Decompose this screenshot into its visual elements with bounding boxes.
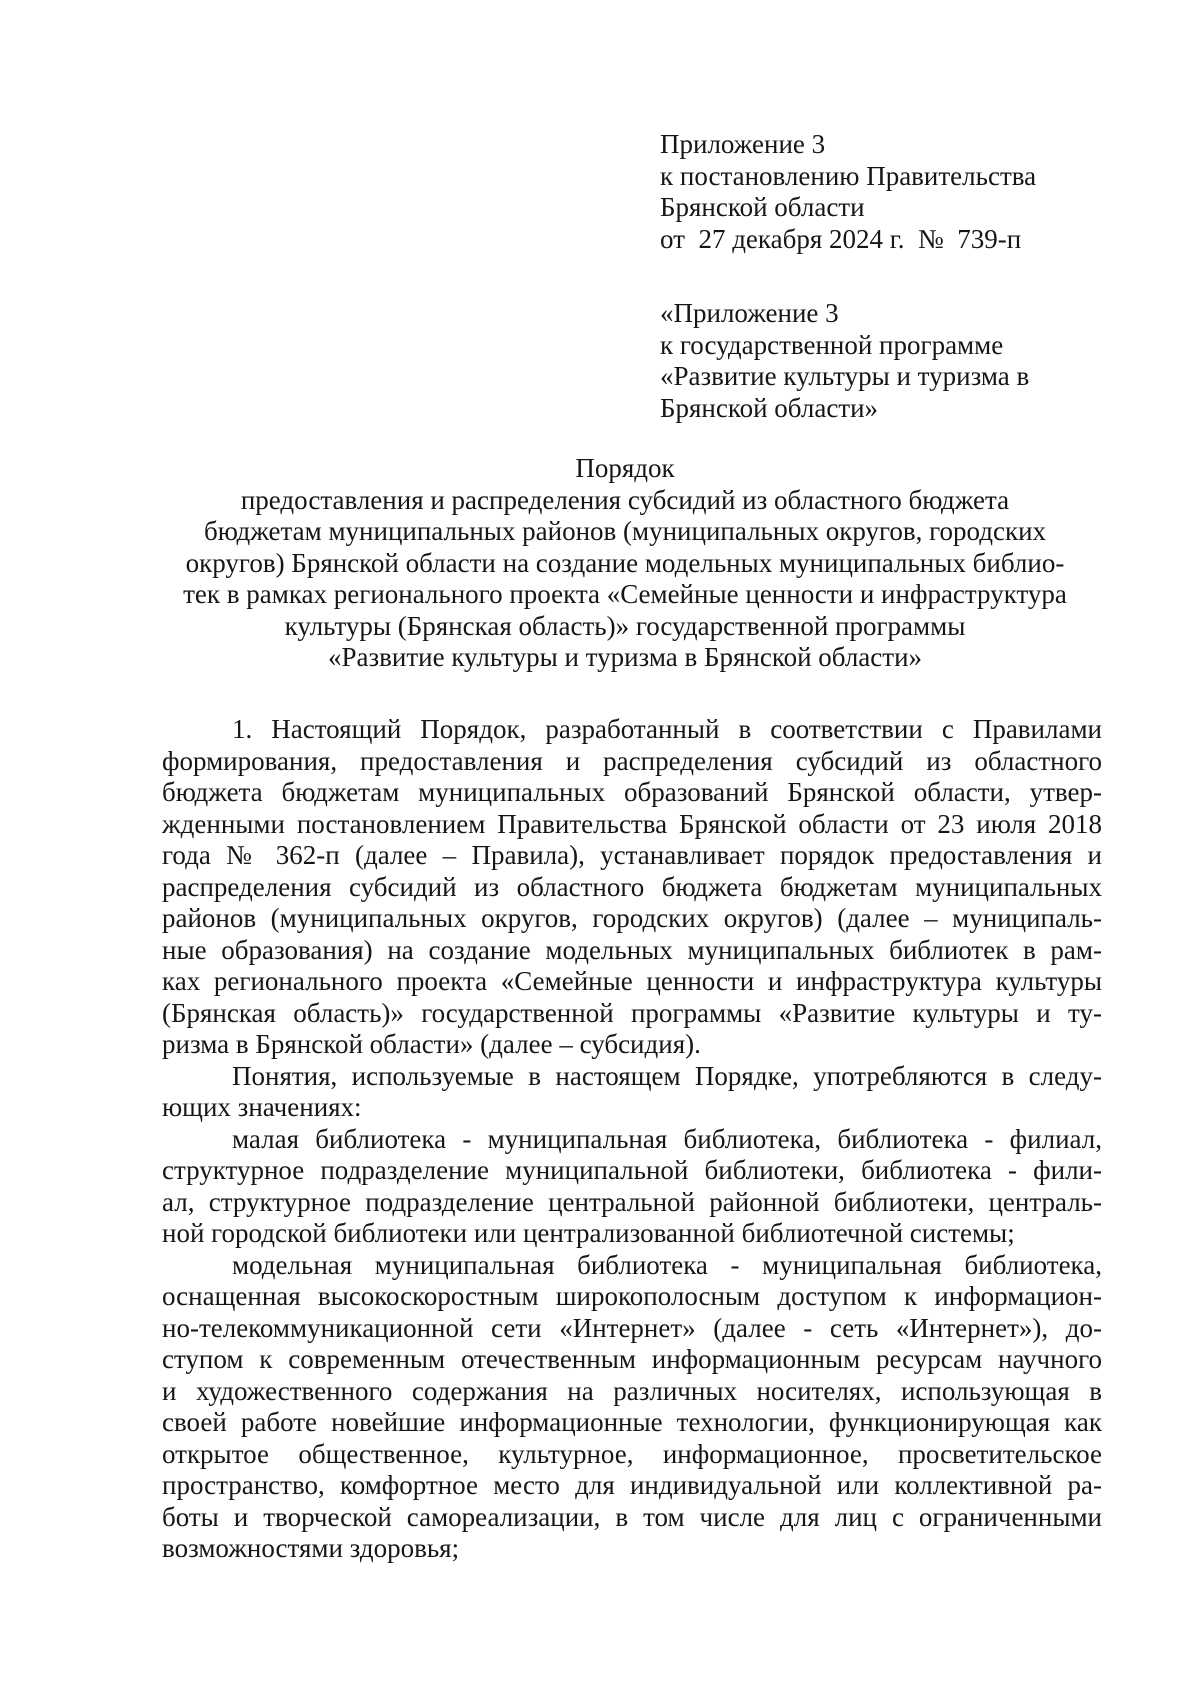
paragraph-line: ные образования) на создание модельных муниципальных библиотек в рам- [162,934,1102,965]
approval-line: Приложение 3 [660,129,826,159]
paragraph-line: ющих значениях: [162,1092,362,1122]
paragraph-line: (Брянская область)» государственной программы «Развитие культуры и ту- [162,997,1102,1028]
annex-line: к государственной программе [660,329,1004,360]
approval-line: от 27 декабря 2024 г. № 739-п [660,223,1022,254]
title-line: округов) Брянской области на создание модельных муниципальных библио- [185,547,1065,578]
paragraph-small-library [162,1124,1102,1250]
document-body [162,714,1102,1565]
paragraph-line: малая библиотека - муниципальная библиотека, библиотека - филиал, [232,1123,1102,1154]
paragraph-line: распределения субсидий из областного бюджета бюджетам муниципальных [162,871,1102,902]
title-line: «Развитие культуры и туризма в Брянской области» [327,642,923,672]
title-line: бюджетам муниципальных районов (муниципальных округов, городских [203,516,1047,546]
paragraph-line: возможностями здоровья; [162,1533,460,1563]
paragraph-line: 1. Настоящий Порядок, разработанный в соответствии с Правилами [232,714,1102,744]
paragraph-line: ной городской библиотеки или централизованной библиотечной системы; [162,1218,1015,1248]
annex-line: «Развитие культуры и туризма в [660,361,1030,391]
paragraph-line: боты и творческой самореализации, в том числе для лиц с ограниченными [162,1501,1102,1532]
document-title [150,453,1100,674]
title-line: культуры (Брянская область)» государственной программы [284,610,966,641]
paragraph-line: года № 362-п (далее – Правила), устанавливает порядок предоставления и [162,840,1102,870]
annex-line: «Приложение 3 [660,298,839,328]
title-heading: Порядок [575,453,675,483]
paragraph-line: ках регионального проекта «Семейные ценности и инфраструктура культуры [162,966,1102,996]
paragraph-line: Понятия, используемые в настоящем Порядке, употребляются в следу- [232,1060,1102,1091]
annex-reference [660,298,1029,424]
paragraph-line: и художественного содержания на различных носителях, использующая в [162,1375,1102,1406]
paragraph-line: но-телекоммуникационной сети «Интернет» (далее - сеть «Интернет»), до- [162,1312,1102,1343]
paragraph-line: районов (муниципальных округов, городских округов) (далее – муниципаль- [162,903,1102,933]
paragraph-line: ступом к современным отечественным информационным ресурсам научного [162,1344,1102,1374]
paragraph-line: жденными постановлением Правительства Брянской области от 23 июля 2018 [162,808,1102,839]
paragraph-line: модельная муниципальная библиотека - муниципальная библиотека, [232,1249,1102,1280]
paragraph-definitions-intro [162,1061,1102,1124]
paragraph-line: открытое общественное, культурное, информационное, просветительское [162,1438,1102,1469]
title-line: тек в рамках регионального проекта «Семейные ценности и инфраструктура [183,579,1067,609]
annex-line: Брянской области» [660,392,879,423]
paragraph-line: ал, структурное подразделение центральной районной библиотеки, централь- [162,1186,1102,1217]
paragraph-line: структурное подразделение муниципальной библиотеки, библиотека - фили- [162,1155,1102,1185]
paragraph-line: бюджета бюджетам муниципальных образований Брянской области, утвер- [162,777,1102,807]
approval-line: к постановлению Правительства [660,160,1037,191]
paragraph-line: формирования, предоставления и распределения субсидий из областного [162,745,1102,776]
title-line: предоставления и распределения субсидий из областного бюджета [240,484,1010,515]
paragraph-line: пространство, комфортное место для индивидуальной или коллективной ра- [162,1470,1102,1500]
paragraph-1 [162,714,1102,1061]
approval-line: Брянской области [660,192,865,222]
paragraph-model-library [162,1250,1102,1565]
paragraph-line: ризма в Брянской области» (далее – субсидия). [162,1029,701,1059]
paragraph-line: своей работе новейшие информационные технологии, функционирующая как [162,1407,1102,1437]
approval-reference [660,129,1036,255]
paragraph-line: оснащенная высокоскоростным широкополосным доступом к информацион- [162,1281,1102,1311]
